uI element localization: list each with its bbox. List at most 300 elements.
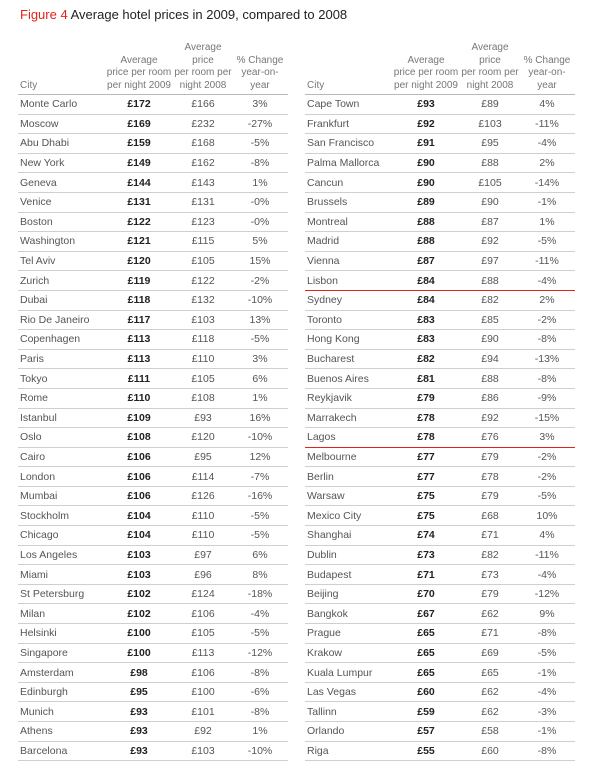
figure-caption: Average hotel prices in 2009, compared to 2008 xyxy=(70,7,348,22)
cell-change: 1% xyxy=(519,212,575,232)
cell-price-2009: £106 xyxy=(104,467,174,487)
cell-price-2009: £172 xyxy=(104,95,174,115)
cell-price-2008: £103 xyxy=(174,310,232,330)
cell-city: Riga xyxy=(305,741,391,761)
cell-price-2009: £70 xyxy=(391,584,461,604)
table-row xyxy=(305,428,575,448)
cell-change: -10% xyxy=(232,741,288,761)
cell-price-2008: £58 xyxy=(461,722,519,742)
cell-price-2008: £65 xyxy=(461,663,519,683)
table-row xyxy=(18,428,288,448)
cell-change: 1% xyxy=(232,173,288,193)
table-row xyxy=(305,290,575,310)
cell-price-2008: £90 xyxy=(461,330,519,350)
cell-price-2008: £115 xyxy=(174,232,232,252)
cell-price-2009: £95 xyxy=(104,682,174,702)
cell-price-2008: £88 xyxy=(461,153,519,173)
cell-price-2008: £68 xyxy=(461,506,519,526)
cell-price-2008: £73 xyxy=(461,565,519,585)
cell-city: Stockholm xyxy=(18,506,104,526)
cell-city: Frankfurt xyxy=(305,114,391,134)
cell-city: Mexico City xyxy=(305,506,391,526)
cell-price-2009: £93 xyxy=(104,741,174,761)
cell-city: Cairo xyxy=(18,447,104,467)
cell-city: Rome xyxy=(18,388,104,408)
table-row xyxy=(18,271,288,291)
table-row xyxy=(18,604,288,624)
table-row xyxy=(305,95,575,115)
cell-price-2008: £62 xyxy=(461,604,519,624)
cell-city: Lagos xyxy=(305,428,391,448)
cell-price-2008: £143 xyxy=(174,173,232,193)
cell-city: Tallinn xyxy=(305,702,391,722)
cell-city: Warsaw xyxy=(305,486,391,506)
table-row xyxy=(305,624,575,644)
cell-change: -11% xyxy=(519,251,575,271)
cell-change: 13% xyxy=(232,310,288,330)
cell-price-2008: £97 xyxy=(174,545,232,565)
cell-price-2008: £232 xyxy=(174,114,232,134)
cell-change: 8% xyxy=(232,565,288,585)
cell-change: -10% xyxy=(232,290,288,310)
cell-price-2009: £100 xyxy=(104,624,174,644)
cell-change: -8% xyxy=(232,702,288,722)
cell-change: 6% xyxy=(232,545,288,565)
cell-price-2009: £59 xyxy=(391,702,461,722)
table-row xyxy=(18,682,288,702)
cell-price-2009: £120 xyxy=(104,251,174,271)
cell-price-2008: £132 xyxy=(174,290,232,310)
cell-change: 3% xyxy=(232,95,288,115)
price-table-right xyxy=(305,42,575,761)
cell-price-2009: £65 xyxy=(391,624,461,644)
cell-price-2008: £123 xyxy=(174,212,232,232)
cell-price-2008: £90 xyxy=(461,192,519,212)
cell-change: -16% xyxy=(232,486,288,506)
table-row xyxy=(18,212,288,232)
table-row xyxy=(18,134,288,154)
table-row xyxy=(18,192,288,212)
cell-city: Barcelona xyxy=(18,741,104,761)
cell-price-2009: £75 xyxy=(391,486,461,506)
cell-price-2009: £60 xyxy=(391,682,461,702)
cell-price-2009: £92 xyxy=(391,114,461,134)
cell-city: Tel Aviv xyxy=(18,251,104,271)
cell-city: Kuala Lumpur xyxy=(305,663,391,683)
cell-price-2009: £106 xyxy=(104,486,174,506)
table-row xyxy=(305,643,575,663)
table-row xyxy=(305,310,575,330)
cell-price-2008: £86 xyxy=(461,388,519,408)
cell-price-2008: £79 xyxy=(461,584,519,604)
table-row xyxy=(18,506,288,526)
table-row xyxy=(305,604,575,624)
table-row xyxy=(18,251,288,271)
table-row xyxy=(305,526,575,546)
cell-price-2009: £67 xyxy=(391,604,461,624)
cell-price-2008: £88 xyxy=(461,271,519,291)
cell-change: 16% xyxy=(232,408,288,428)
cell-change: 1% xyxy=(232,722,288,742)
table-row xyxy=(18,95,288,115)
cell-city: Monte Carlo xyxy=(18,95,104,115)
cell-price-2008: £103 xyxy=(461,114,519,134)
table-row xyxy=(18,624,288,644)
cell-change: -12% xyxy=(232,643,288,663)
cell-price-2009: £81 xyxy=(391,369,461,389)
cell-city: Paris xyxy=(18,349,104,369)
table-row xyxy=(18,349,288,369)
cell-price-2008: £93 xyxy=(174,408,232,428)
cell-change: 4% xyxy=(519,95,575,115)
cell-change: 6% xyxy=(232,369,288,389)
table-row xyxy=(305,153,575,173)
cell-price-2009: £77 xyxy=(391,467,461,487)
table-row xyxy=(18,232,288,252)
cell-price-2008: £110 xyxy=(174,526,232,546)
cell-change: -2% xyxy=(519,467,575,487)
table-row xyxy=(18,310,288,330)
table-row xyxy=(18,408,288,428)
cell-price-2009: £113 xyxy=(104,330,174,350)
table-row xyxy=(18,330,288,350)
cell-city: Rio De Janeiro xyxy=(18,310,104,330)
cell-price-2008: £85 xyxy=(461,310,519,330)
cell-price-2009: £122 xyxy=(104,212,174,232)
cell-change: -8% xyxy=(232,153,288,173)
table-row xyxy=(18,526,288,546)
cell-change: -8% xyxy=(519,741,575,761)
cell-city: Boston xyxy=(18,212,104,232)
cell-price-2008: £105 xyxy=(461,173,519,193)
cell-city: Amsterdam xyxy=(18,663,104,683)
cell-change: -8% xyxy=(519,330,575,350)
cell-price-2008: £69 xyxy=(461,643,519,663)
cell-price-2009: £149 xyxy=(104,153,174,173)
cell-change: -7% xyxy=(232,467,288,487)
cell-city: Edinburgh xyxy=(18,682,104,702)
cell-city: Las Vegas xyxy=(305,682,391,702)
cell-price-2009: £82 xyxy=(391,349,461,369)
cell-price-2009: £65 xyxy=(391,663,461,683)
cell-price-2008: £106 xyxy=(174,663,232,683)
cell-price-2008: £95 xyxy=(174,447,232,467)
table-row xyxy=(305,682,575,702)
cell-city: Copenhagen xyxy=(18,330,104,350)
cell-change: -4% xyxy=(519,682,575,702)
cell-price-2009: £104 xyxy=(104,526,174,546)
table-row xyxy=(18,153,288,173)
cell-price-2008: £62 xyxy=(461,702,519,722)
table-row xyxy=(18,741,288,761)
cell-price-2009: £83 xyxy=(391,310,461,330)
cell-city: Tokyo xyxy=(18,369,104,389)
cell-city: Krakow xyxy=(305,643,391,663)
cell-price-2009: £78 xyxy=(391,408,461,428)
cell-change: -3% xyxy=(519,702,575,722)
cell-change: -18% xyxy=(232,584,288,604)
figure-number: Figure 4 xyxy=(20,7,68,22)
cell-price-2009: £98 xyxy=(104,663,174,683)
header-city: City xyxy=(305,42,391,95)
cell-city: Los Angeles xyxy=(18,545,104,565)
cell-price-2008: £79 xyxy=(461,447,519,467)
cell-change: -12% xyxy=(519,584,575,604)
cell-change: 9% xyxy=(519,604,575,624)
cell-price-2008: £106 xyxy=(174,604,232,624)
cell-city: Melbourne xyxy=(305,447,391,467)
cell-price-2008: £92 xyxy=(461,232,519,252)
cell-price-2009: £78 xyxy=(391,428,461,448)
cell-city: Helsinki xyxy=(18,624,104,644)
cell-change: -27% xyxy=(232,114,288,134)
cell-change: 2% xyxy=(519,153,575,173)
table-row xyxy=(305,330,575,350)
cell-change: -5% xyxy=(519,643,575,663)
cell-price-2009: £88 xyxy=(391,232,461,252)
cell-price-2009: £93 xyxy=(391,95,461,115)
table-row xyxy=(305,134,575,154)
cell-change: -5% xyxy=(232,134,288,154)
cell-price-2008: £82 xyxy=(461,545,519,565)
table-row xyxy=(305,173,575,193)
cell-price-2008: £168 xyxy=(174,134,232,154)
cell-price-2009: £83 xyxy=(391,330,461,350)
cell-change: -10% xyxy=(232,428,288,448)
header-price-2009: Average price per room per night 2009 xyxy=(104,42,174,95)
header-change: % Change year-on-year xyxy=(519,42,575,95)
cell-price-2009: £100 xyxy=(104,643,174,663)
cell-city: London xyxy=(18,467,104,487)
cell-change: -4% xyxy=(519,565,575,585)
cell-change: -5% xyxy=(519,486,575,506)
table-row xyxy=(305,584,575,604)
cell-city: Istanbul xyxy=(18,408,104,428)
cell-price-2009: £110 xyxy=(104,388,174,408)
table-row xyxy=(18,114,288,134)
cell-price-2009: £117 xyxy=(104,310,174,330)
cell-price-2008: £87 xyxy=(461,212,519,232)
cell-change: -5% xyxy=(519,232,575,252)
cell-price-2009: £77 xyxy=(391,447,461,467)
cell-change: -5% xyxy=(232,330,288,350)
header-change: % Change year-on-year xyxy=(232,42,288,95)
table-row xyxy=(305,192,575,212)
header-price-2008: Average price per room per night 2008 xyxy=(174,42,232,95)
cell-price-2009: £169 xyxy=(104,114,174,134)
cell-city: Budapest xyxy=(305,565,391,585)
cell-price-2009: £93 xyxy=(104,722,174,742)
cell-city: Marrakech xyxy=(305,408,391,428)
cell-price-2009: £79 xyxy=(391,388,461,408)
cell-price-2008: £108 xyxy=(174,388,232,408)
cell-city: Dublin xyxy=(305,545,391,565)
cell-change: 15% xyxy=(232,251,288,271)
cell-city: Hong Kong xyxy=(305,330,391,350)
cell-price-2008: £110 xyxy=(174,349,232,369)
cell-price-2009: £108 xyxy=(104,428,174,448)
cell-change: -0% xyxy=(232,212,288,232)
cell-change: -0% xyxy=(232,192,288,212)
cell-price-2008: £82 xyxy=(461,290,519,310)
cell-change: -1% xyxy=(519,722,575,742)
cell-change: -14% xyxy=(519,173,575,193)
cell-price-2008: £110 xyxy=(174,506,232,526)
table-row xyxy=(305,349,575,369)
cell-change: 2% xyxy=(519,290,575,310)
table-row xyxy=(305,271,575,291)
table-row xyxy=(305,114,575,134)
table-row xyxy=(18,388,288,408)
table-row xyxy=(18,663,288,683)
cell-city: Cape Town xyxy=(305,95,391,115)
cell-price-2009: £102 xyxy=(104,604,174,624)
header-price-2008: Average price per room per night 2008 xyxy=(461,42,519,95)
cell-city: Geneva xyxy=(18,173,104,193)
cell-city: Chicago xyxy=(18,526,104,546)
cell-city: New York xyxy=(18,153,104,173)
price-table-left xyxy=(18,42,288,761)
header-city: City xyxy=(18,42,104,95)
cell-city: Miami xyxy=(18,565,104,585)
cell-city: Montreal xyxy=(305,212,391,232)
table-row xyxy=(305,702,575,722)
cell-price-2008: £71 xyxy=(461,624,519,644)
table-header-row xyxy=(305,42,575,95)
cell-city: Toronto xyxy=(305,310,391,330)
cell-price-2009: £121 xyxy=(104,232,174,252)
cell-city: Oslo xyxy=(18,428,104,448)
cell-price-2009: £90 xyxy=(391,173,461,193)
cell-city: Madrid xyxy=(305,232,391,252)
cell-price-2008: £60 xyxy=(461,741,519,761)
cell-change: -8% xyxy=(519,369,575,389)
cell-change: 3% xyxy=(232,349,288,369)
cell-price-2008: £120 xyxy=(174,428,232,448)
cell-price-2009: £111 xyxy=(104,369,174,389)
table-row xyxy=(18,643,288,663)
cell-change: -8% xyxy=(232,663,288,683)
cell-price-2009: £109 xyxy=(104,408,174,428)
cell-price-2008: £131 xyxy=(174,192,232,212)
cell-change: -4% xyxy=(519,134,575,154)
cell-change: 1% xyxy=(232,388,288,408)
cell-change: -2% xyxy=(232,271,288,291)
cell-price-2009: £73 xyxy=(391,545,461,565)
cell-city: Vienna xyxy=(305,251,391,271)
cell-price-2009: £71 xyxy=(391,565,461,585)
cell-city: Lisbon xyxy=(305,271,391,291)
cell-city: Cancun xyxy=(305,173,391,193)
cell-price-2008: £101 xyxy=(174,702,232,722)
table-row xyxy=(18,722,288,742)
cell-change: -4% xyxy=(232,604,288,624)
cell-price-2008: £95 xyxy=(461,134,519,154)
cell-price-2008: £92 xyxy=(174,722,232,742)
table-row xyxy=(305,408,575,428)
table-row xyxy=(305,506,575,526)
cell-change: -5% xyxy=(232,526,288,546)
cell-price-2009: £119 xyxy=(104,271,174,291)
cell-change: 10% xyxy=(519,506,575,526)
cell-price-2009: £131 xyxy=(104,192,174,212)
cell-change: 5% xyxy=(232,232,288,252)
cell-change: -1% xyxy=(519,663,575,683)
cell-change: -9% xyxy=(519,388,575,408)
cell-price-2008: £103 xyxy=(174,741,232,761)
cell-price-2009: £90 xyxy=(391,153,461,173)
table-header-row xyxy=(18,42,288,95)
cell-price-2008: £71 xyxy=(461,526,519,546)
cell-change: -2% xyxy=(519,447,575,467)
cell-price-2009: £84 xyxy=(391,290,461,310)
cell-price-2008: £97 xyxy=(461,251,519,271)
cell-price-2008: £96 xyxy=(174,565,232,585)
cell-price-2009: £113 xyxy=(104,349,174,369)
cell-price-2008: £89 xyxy=(461,95,519,115)
cell-city: Singapore xyxy=(18,643,104,663)
cell-price-2008: £114 xyxy=(174,467,232,487)
table-row xyxy=(305,486,575,506)
cell-change: -6% xyxy=(232,682,288,702)
cell-price-2008: £126 xyxy=(174,486,232,506)
cell-price-2009: £93 xyxy=(104,702,174,722)
cell-city: Prague xyxy=(305,624,391,644)
cell-change: -5% xyxy=(232,506,288,526)
cell-change: -15% xyxy=(519,408,575,428)
table-row xyxy=(305,663,575,683)
cell-city: Moscow xyxy=(18,114,104,134)
cell-city: Mumbai xyxy=(18,486,104,506)
cell-change: 3% xyxy=(519,428,575,448)
cell-price-2008: £88 xyxy=(461,369,519,389)
cell-city: Zurich xyxy=(18,271,104,291)
cell-price-2009: £87 xyxy=(391,251,461,271)
cell-city: Milan xyxy=(18,604,104,624)
table-row xyxy=(305,467,575,487)
cell-city: Athens xyxy=(18,722,104,742)
cell-price-2009: £102 xyxy=(104,584,174,604)
cell-price-2009: £106 xyxy=(104,447,174,467)
cell-city: Shanghai xyxy=(305,526,391,546)
table-row xyxy=(18,584,288,604)
cell-price-2008: £124 xyxy=(174,584,232,604)
cell-city: Buenos Aires xyxy=(305,369,391,389)
table-row xyxy=(18,369,288,389)
table-row xyxy=(305,545,575,565)
cell-price-2008: £94 xyxy=(461,349,519,369)
cell-city: Munich xyxy=(18,702,104,722)
table-row xyxy=(305,251,575,271)
cell-change: -11% xyxy=(519,114,575,134)
cell-city: Beijing xyxy=(305,584,391,604)
cell-price-2008: £79 xyxy=(461,486,519,506)
cell-city: Washington xyxy=(18,232,104,252)
cell-price-2009: £103 xyxy=(104,565,174,585)
cell-price-2009: £89 xyxy=(391,192,461,212)
header-price-2009: Average price per room per night 2009 xyxy=(391,42,461,95)
cell-city: Orlando xyxy=(305,722,391,742)
cell-change: -13% xyxy=(519,349,575,369)
cell-price-2009: £74 xyxy=(391,526,461,546)
cell-price-2008: £62 xyxy=(461,682,519,702)
cell-price-2008: £118 xyxy=(174,330,232,350)
figure-title xyxy=(20,7,347,22)
cell-price-2009: £84 xyxy=(391,271,461,291)
cell-city: Brussels xyxy=(305,192,391,212)
table-row xyxy=(305,232,575,252)
cell-price-2008: £166 xyxy=(174,95,232,115)
